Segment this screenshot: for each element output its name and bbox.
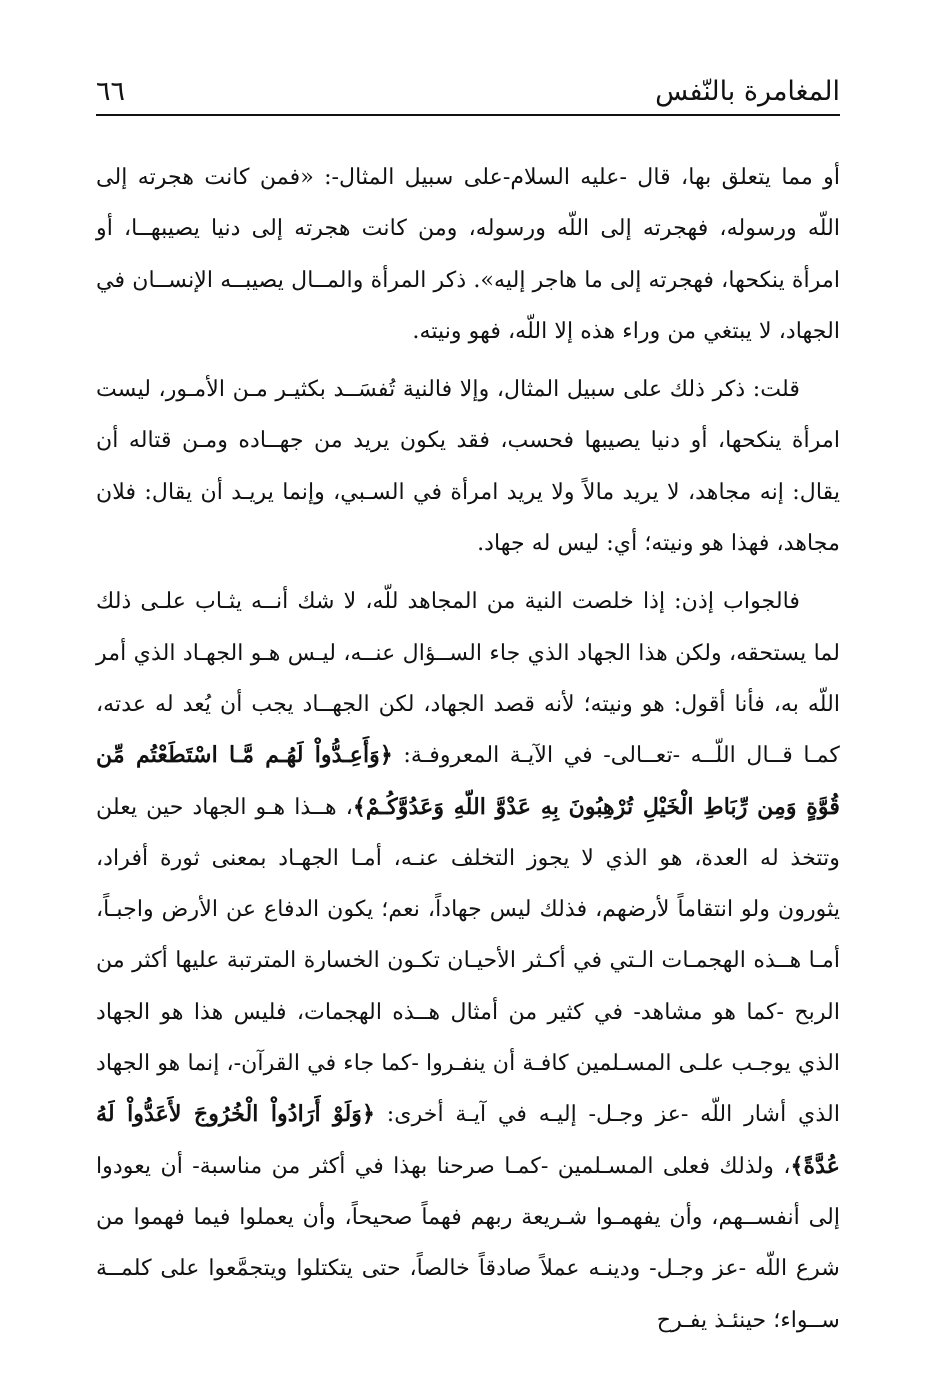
- page-body: [96, 152, 840, 1346]
- paragraph-3: [96, 576, 840, 1345]
- quran-verse: ﴿وَلَوْ أَرَادُواْ الْخُرُوجَ لأَعَدُّواْ لَهُ عُدَّةً﴾: [96, 1101, 840, 1179]
- running-title: المغامرة بالنّفس: [655, 76, 840, 107]
- paragraph-text: فالجواب إذن: إذا خلصت النية من المجاهد للّه، لا شك أنــه يثـاب علـى ذلك لما يستحقه، ولكن هذا الجهاد الذي جاء الســؤال عنــه، ليـس هـو الجهـاد الذي أمر اللّه به، فأنا أقول: هو ونيته؛ لأنه قصد الجهاد، لكن الجهــاد يجب أن يُعد له عدته، كمـا قــال اللّــه -تعــالى- في الآيـة المعروفـة:: [96, 588, 840, 769]
- paragraph-2: [96, 364, 840, 569]
- paragraph-text: أو مما يتعلق بها، قال -عليه السلام-على سبيل المثال-: «فمن كانت هجرته إلى اللّه ورسوله، فهجرته إلى اللّه ورسوله، ومن كانت هجرته إلى دنيا يصيبهــا، أو امرأة ينكحها، فهجرته إلى ما هاجر إليه». ذكر المرأة والمــال يصيبــه الإنســان في الجهاد، لا يبتغي من وراء هذه إلا اللّه، فهو ونيته.: [96, 164, 840, 344]
- paragraph-text: قلت: ذكر ذلك على سبيل المثال، وإلا فالنية تُفسَــد بكثيـر مـن الأمـور، ليست امرأة ينكحها، أو دنيا يصيبها فحسب، فقد يكون يريد من جهــاده ومـن قتاله أن يقال: إنه مجاهد، لا يريد مالاً ولا يريد امرأة في السـبي، وإنما يريـد أن يقال: فلان مجاهد، فهذا هو ونيته؛ أي: ليس له جهاد.: [96, 376, 840, 557]
- paragraph-text: ، هــذا هـو الجهاد حين يعلن وتتخذ له العدة، هو الذي لا يجوز التخلف عنـه، أمـا الجهـاد بمعنى ثورة أفراد، يثورون ولو انتقاماً لأرضهم، فذلك ليس جهاداً، نعم؛ يكون الدفاع عن الأرض واجبـاً، أمـا هــذه الهجمـات الـتي في أكـثر الأحيـان تكـون الخسارة المترتبة عليها أكثر من الربح -كما هو مشاهد- في كثير من أمثال هــذه الهجمات، فليس هذا هو الجهاد الذي يوجـب علـى المسـلمين كافـة أن ينفـروا -كما جاء في القرآن-، إنما هو الجهاد الذي أشار اللّه -عز وجـل- إليـه في آيـة أخرى:: [96, 793, 840, 1128]
- paragraph-1: [96, 152, 840, 357]
- quran-verse: ﴿وَأَعِـدُّواْ لَهُـم مَّـا اسْتَطَعْتُم مِّن قُوَّةٍ وَمِن رِّبَاطِ الْخَيْلِ تُرْهِبُونَ بِهِ عَدْوَّ اللّهِ وَعَدُوَّكُـمْ﴾: [96, 742, 840, 820]
- page-header: [96, 70, 840, 116]
- paragraph-text: ، ولذلك فعلى المسـلمين -كمـا صرحنا بهذا في أكثر من مناسبة- أن يعودوا إلى أنفســهم، وأن يفهمـوا شـريعة ربهم فهماً صحيحاً، وأن يعملوا فيما فهموا من شرع اللّه -عز وجـل- ودينـه عملاً صادقاً خالصاً، حتى يتكتلوا ويتجمَّعوا على كلمــة ســواء؛ حينئـذ يفـرح: [96, 1152, 840, 1333]
- page-number: ٦٦: [96, 76, 126, 107]
